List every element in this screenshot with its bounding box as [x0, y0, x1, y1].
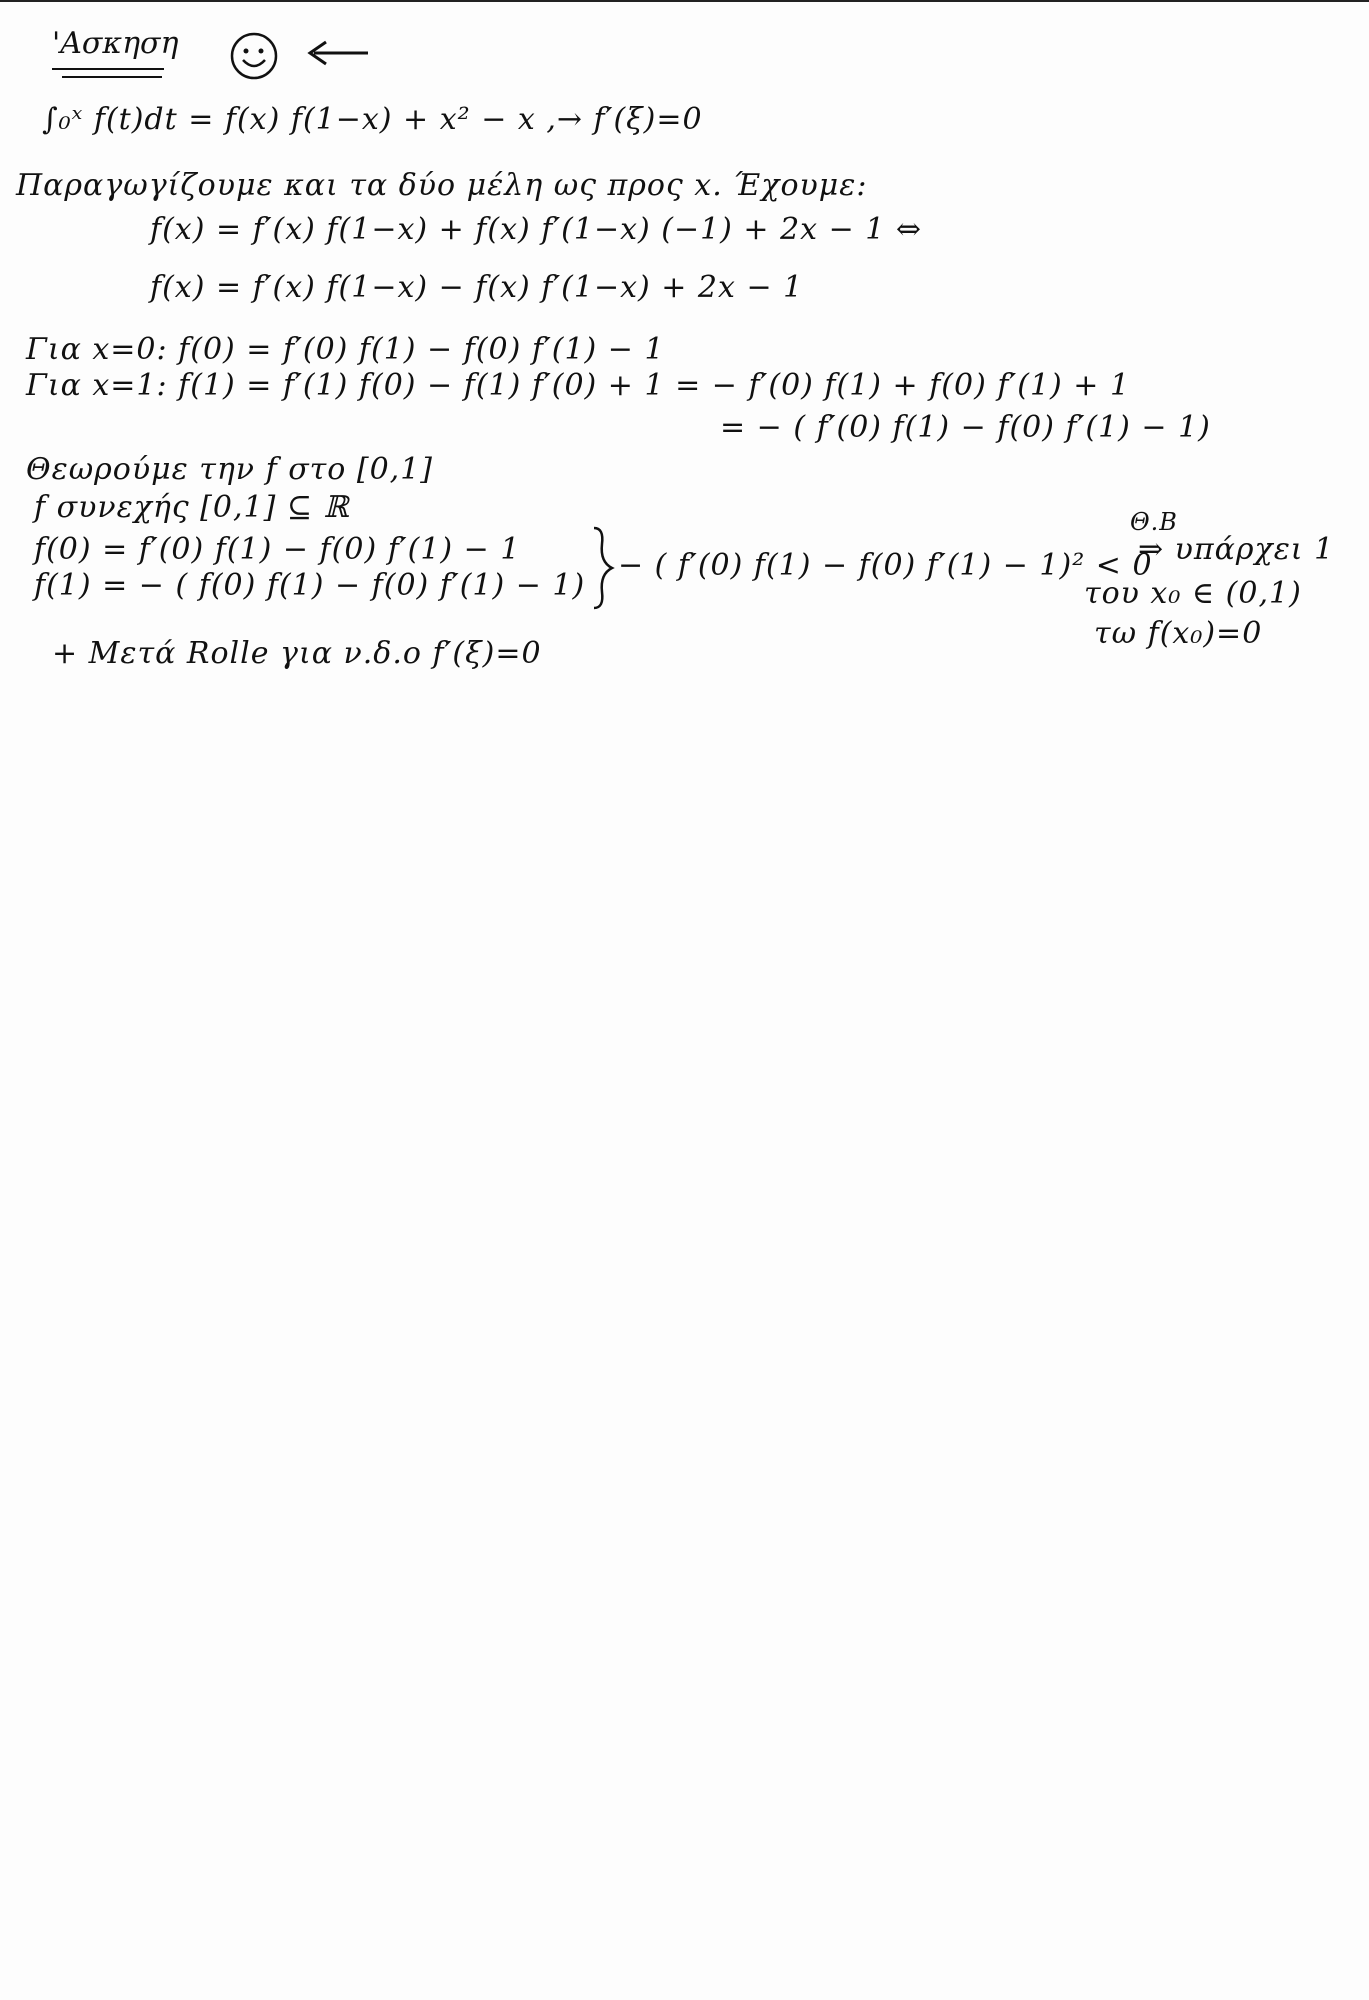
smiley-face-icon — [228, 30, 280, 82]
consider-function: Θεωρούμε την f στο [0,1] — [26, 452, 433, 487]
case-x-zero: Για x=0: f(0) = f′(0) f(1) − f(0) f′(1) − 1 — [26, 332, 665, 367]
product-negative: − ( f′(0) f(1) − f(0) f′(1) − 1)² < 0 — [618, 548, 1153, 583]
title-underline-second — [62, 76, 162, 78]
bolzano-label: Θ.Β — [1130, 508, 1178, 536]
case-x-one: Για x=1: f(1) = f′(1) f(0) − f(1) f′(0) + 1 = − f′(0) f(1) + f(0) f′(1) + 1 — [26, 368, 1131, 403]
page-title: 'Ασκηση — [52, 26, 179, 61]
exists-statement: ⇒ υπάρχει 1 — [1138, 532, 1335, 567]
integral-equation: ∫₀ˣ f(t)dt = f(x) f(1−x) + x² − x ,→ f′(ξ)=0 — [42, 102, 703, 137]
rolle-conclusion: + Μετά Rolle για ν.δ.ο f′(ξ)=0 — [52, 636, 542, 671]
left-arrow-icon — [306, 38, 370, 68]
f-one-expression: f(1) = − ( f(0) f(1) − f(0) f′(1) − 1) — [34, 568, 586, 603]
root-condition: τω f(x₀)=0 — [1094, 616, 1263, 651]
derivative-line-1: f(x) = f′(x) f(1−x) + f(x) f′(1−x) (−1) + 2x − 1 ⇔ — [150, 212, 923, 247]
root-interval: του x₀ ∈ (0,1) — [1084, 576, 1302, 611]
title-underline — [52, 68, 164, 70]
f-zero-expression: f(0) = f′(0) f(1) − f(0) f′(1) − 1 — [34, 532, 521, 567]
derivative-line-2: f(x) = f′(x) f(1−x) − f(x) f′(1−x) + 2x − 1 — [150, 270, 804, 305]
differentiate-statement: Παραγωγίζουμε και τα δύο μέλη ως προς x. Έχουμε: — [16, 168, 868, 203]
right-brace-icon — [590, 526, 616, 610]
continuity-statement: f συνεχής [0,1] ⊆ ℝ — [34, 490, 350, 525]
case-x-one-continued: = − ( f′(0) f(1) − f(0) f′(1) − 1) — [720, 410, 1211, 445]
